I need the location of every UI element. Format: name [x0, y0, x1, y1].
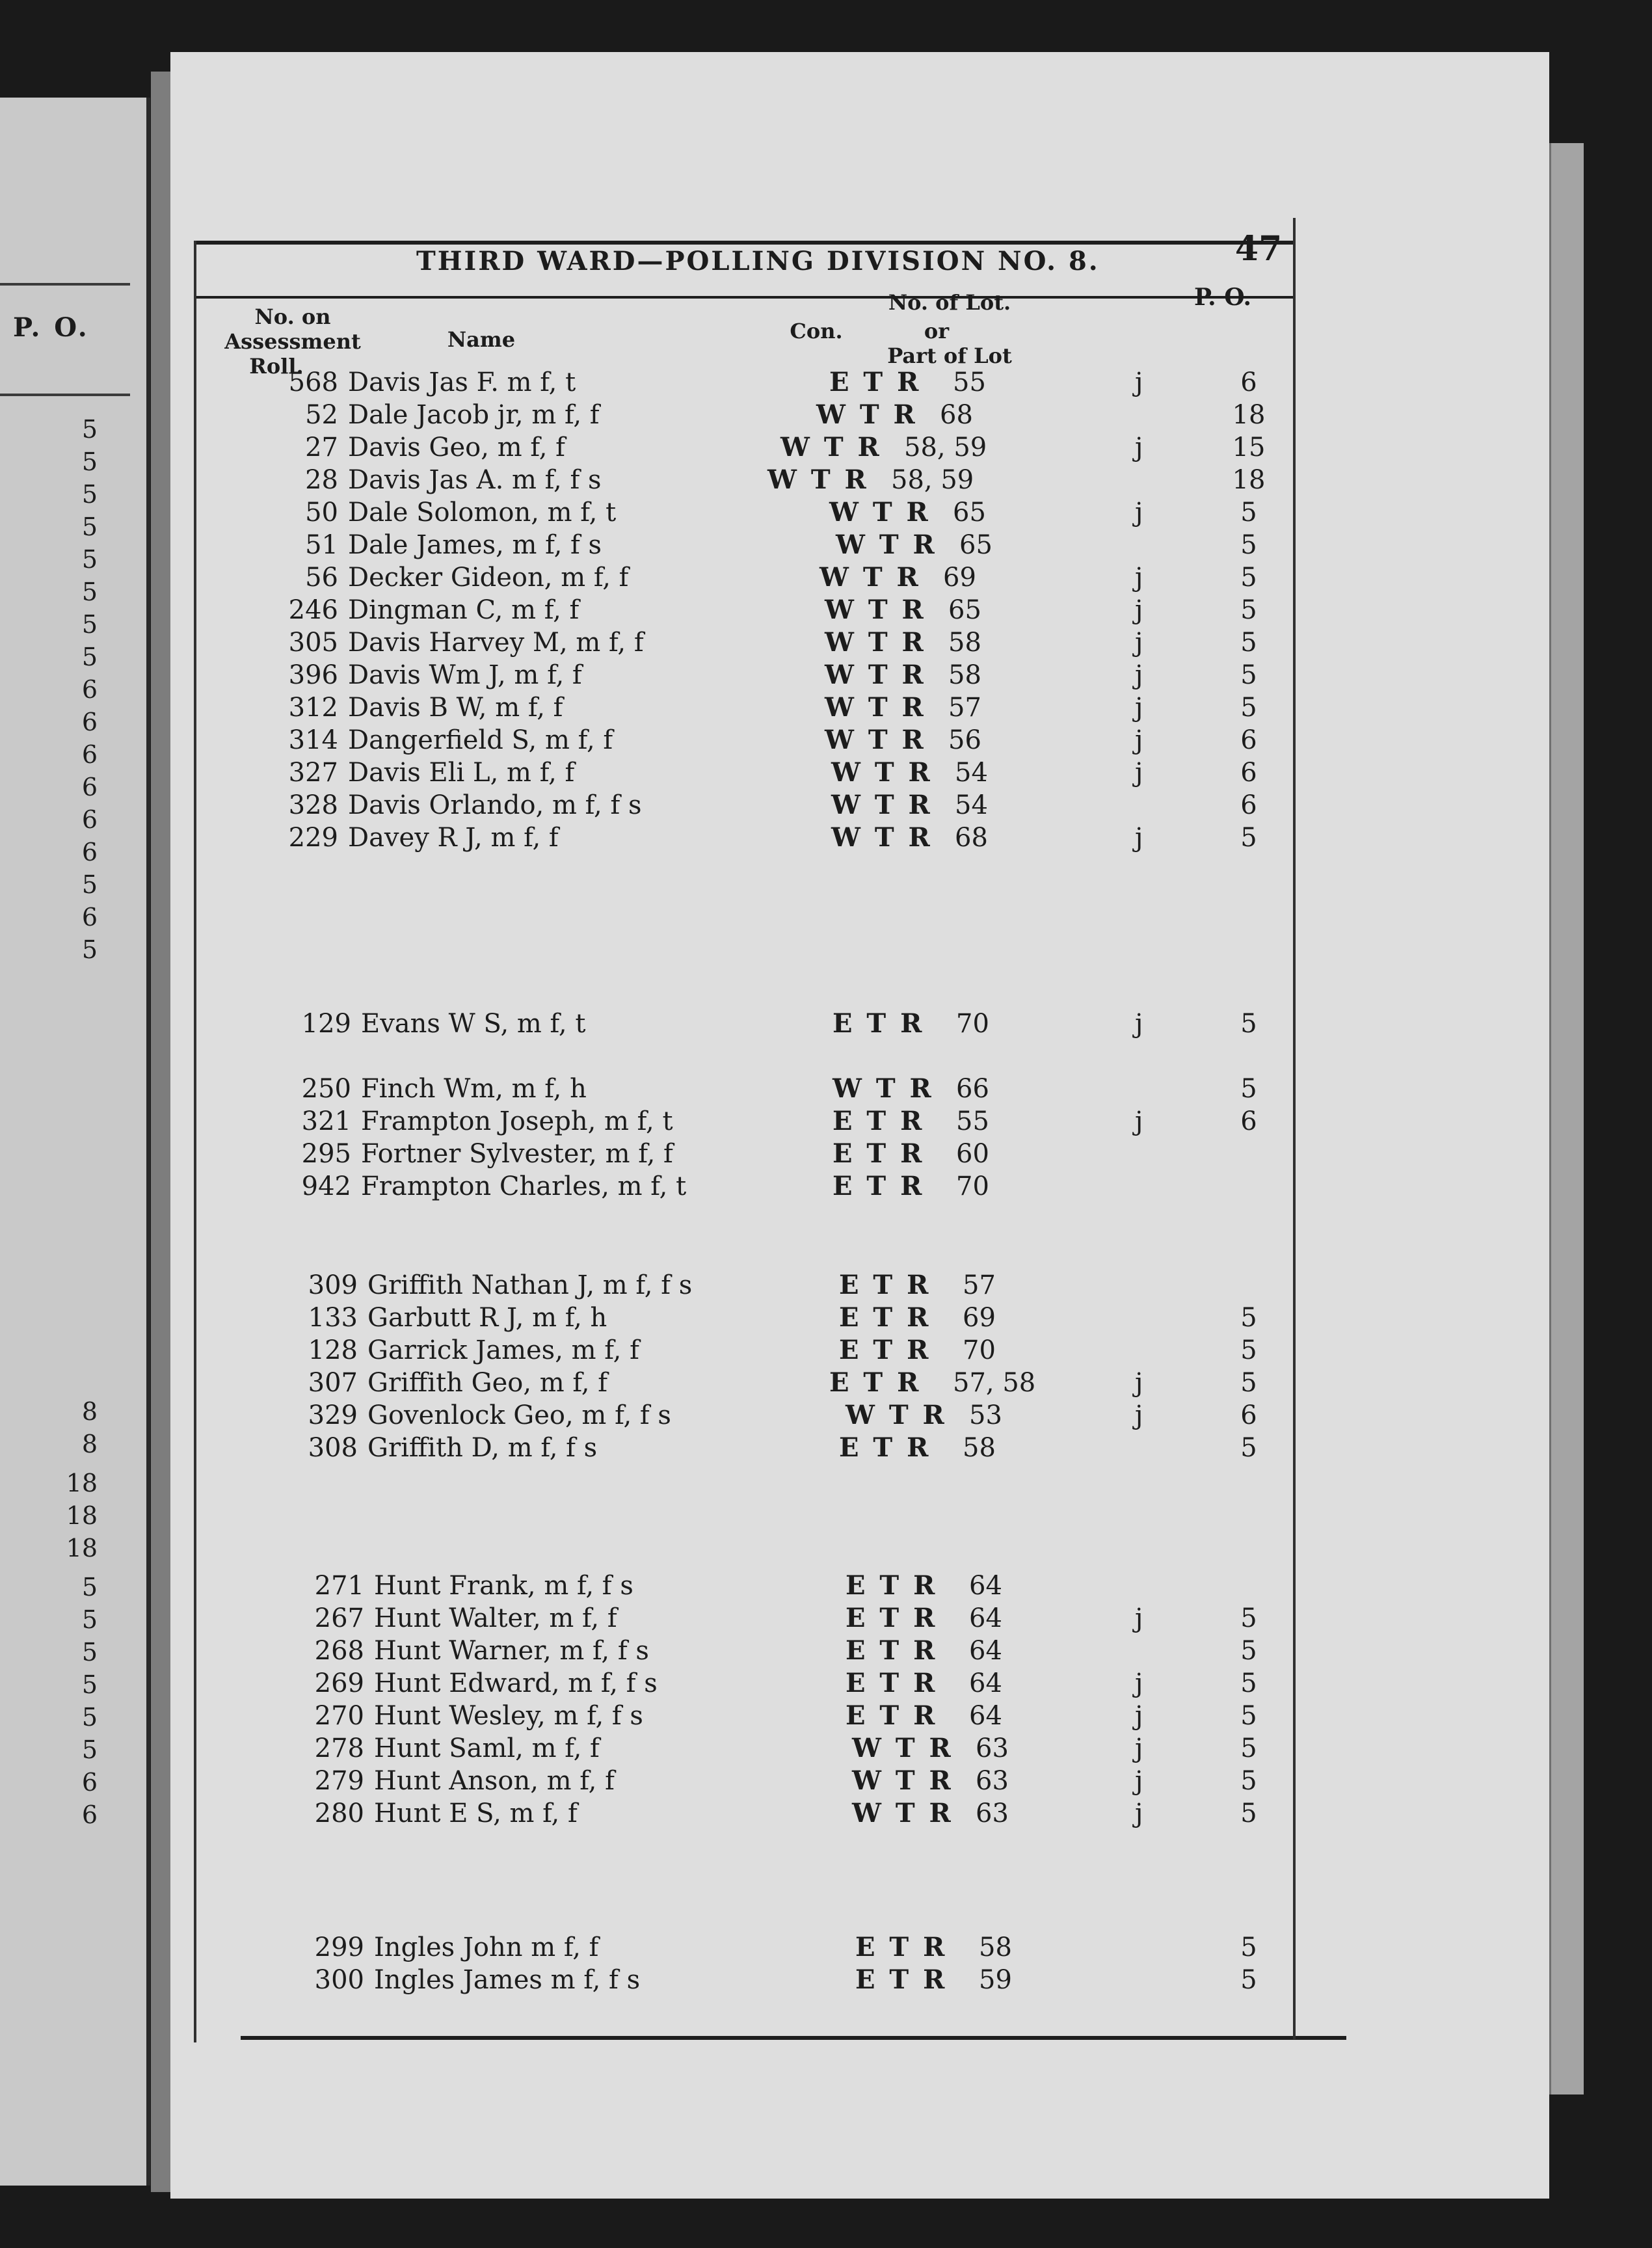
post-office: 18: [1232, 400, 1266, 430]
table-row: [0, 1431, 1652, 1465]
elector-name: Davis Wm J, m f, f: [348, 660, 582, 690]
lot-number: 57: [963, 1270, 996, 1300]
roll-number: 246: [288, 595, 338, 625]
juror-mark: j: [1135, 628, 1143, 658]
concession: W T R: [833, 1073, 934, 1104]
roll-number: 327: [288, 758, 338, 788]
header-po: P. O.: [1194, 284, 1251, 311]
header-lot-line2: or: [924, 319, 950, 343]
table-row: [0, 1072, 1652, 1106]
roll-number: 269: [314, 1668, 364, 1698]
table-row: [0, 1301, 1652, 1335]
roll-number: 268: [314, 1636, 364, 1666]
lot-number: 64: [969, 1668, 1002, 1698]
left-page-po-number: 8: [81, 1430, 98, 1458]
post-office: 5: [1240, 498, 1257, 528]
concession: E T R: [846, 1700, 938, 1731]
post-office: 5: [1240, 628, 1257, 658]
page-title: THIRD WARD—POLLING DIVISION NO. 8.: [416, 246, 1100, 276]
left-page-po-number: 5: [81, 1735, 98, 1764]
left-page-po-number: 6: [81, 805, 98, 834]
elector-name: Hunt Warner, m f, f s: [374, 1636, 649, 1666]
left-page-po-number: 6: [81, 740, 98, 769]
roll-number: 328: [288, 790, 338, 820]
roll-number: 56: [305, 563, 338, 593]
juror-mark: j: [1135, 1603, 1143, 1633]
lot-number: 64: [969, 1701, 1002, 1731]
post-office: 5: [1240, 1933, 1257, 1962]
concession: E T R: [846, 1668, 938, 1698]
table-row: [0, 463, 1652, 497]
header-con: Con.: [790, 319, 843, 343]
roll-number: 305: [288, 628, 338, 658]
lot-number: 58: [979, 1933, 1012, 1962]
concession: W T R: [825, 725, 926, 755]
roll-number: 312: [288, 693, 338, 723]
concession: W T R: [831, 822, 933, 853]
juror-mark: j: [1135, 1701, 1143, 1731]
lot-number: 63: [976, 1799, 1009, 1828]
header-lot-line1: No. of Lot.: [888, 290, 1011, 315]
lot-number: 55: [953, 368, 986, 397]
frame-header-rule: [195, 296, 1294, 299]
table-row: [0, 1398, 1652, 1432]
juror-mark: j: [1135, 725, 1143, 755]
post-office: 15: [1232, 433, 1266, 462]
post-office: 6: [1240, 758, 1257, 788]
lot-number: 54: [955, 790, 988, 820]
left-page-po-number: 5: [81, 1703, 98, 1732]
header-roll-line3: Roll.: [249, 354, 304, 379]
post-office: 5: [1240, 1636, 1257, 1666]
roll-number: 568: [288, 368, 338, 397]
roll-number: 250: [301, 1074, 351, 1104]
left-page-po-number: 6: [81, 708, 98, 736]
table-row: [0, 1170, 1652, 1203]
left-page-po-number: 5: [81, 1638, 98, 1666]
table-row: [0, 626, 1652, 660]
post-office: 6: [1240, 1400, 1257, 1430]
lot-number: 59: [979, 1965, 1012, 1995]
juror-mark: j: [1135, 823, 1143, 853]
post-office: 18: [1232, 465, 1266, 495]
roll-number: 278: [314, 1733, 364, 1763]
juror-mark: j: [1135, 1400, 1143, 1430]
juror-mark: j: [1135, 1009, 1143, 1039]
lot-number: 54: [955, 758, 988, 788]
concession: W T R: [780, 432, 882, 462]
left-page-po-number: 5: [81, 1605, 98, 1634]
elector-name: Griffith Geo, m f, f: [367, 1368, 608, 1398]
juror-mark: j: [1135, 660, 1143, 690]
concession: E T R: [846, 1570, 938, 1601]
left-page-po-number: 6: [81, 838, 98, 866]
concession: E T R: [829, 1367, 922, 1398]
concession: E T R: [839, 1270, 931, 1300]
concession: W T R: [852, 1765, 953, 1796]
concession: W T R: [767, 464, 869, 495]
lot-number: 64: [969, 1603, 1002, 1633]
roll-number: 271: [314, 1571, 364, 1601]
roll-number: 50: [305, 498, 338, 528]
frame-bottom-rule: [241, 2036, 1346, 2040]
frame-top-rule: [195, 241, 1294, 245]
table-row: [0, 1764, 1652, 1798]
post-office: 6: [1240, 725, 1257, 755]
concession: W T R: [852, 1733, 953, 1763]
post-office: 6: [1240, 790, 1257, 820]
table-row: [0, 756, 1652, 790]
post-office: 5: [1240, 595, 1257, 625]
table-row: [0, 1007, 1652, 1041]
table-row: [0, 431, 1652, 464]
lot-number: 65: [953, 498, 986, 528]
left-page-po-number: 5: [81, 870, 98, 899]
lot-number: 58: [948, 660, 981, 690]
table-row: [0, 1601, 1652, 1635]
table-row: [0, 1666, 1652, 1700]
juror-mark: j: [1135, 758, 1143, 788]
juror-mark: j: [1135, 1733, 1143, 1763]
juror-mark: j: [1135, 563, 1143, 593]
elector-name: Govenlock Geo, m f, f s: [367, 1400, 671, 1430]
roll-number: 314: [288, 725, 338, 755]
post-office: 5: [1240, 1965, 1257, 1995]
elector-name: Davis Geo, m f, f: [348, 433, 565, 462]
post-office: 5: [1240, 1766, 1257, 1796]
elector-name: Hunt Walter, m f, f: [374, 1603, 617, 1633]
lot-number: 69: [943, 563, 976, 593]
post-office: 5: [1240, 530, 1257, 560]
concession: W T R: [825, 660, 926, 690]
table-row: [0, 1634, 1652, 1668]
lot-number: 70: [956, 1009, 989, 1039]
left-page-po-number: 5: [81, 480, 98, 509]
elector-name: Hunt Frank, m f, f s: [374, 1571, 633, 1601]
left-page-po-number: 5: [81, 1573, 98, 1601]
left-page-po-number: 5: [81, 545, 98, 574]
juror-mark: j: [1135, 368, 1143, 397]
lot-number: 70: [956, 1171, 989, 1201]
concession: W T R: [829, 497, 931, 528]
left-page-po-number: 5: [81, 415, 98, 444]
left-page-po-number: 5: [81, 610, 98, 639]
roll-number: 309: [308, 1270, 358, 1300]
elector-name: Dangerfield S, m f, f: [348, 725, 613, 755]
elector-name: Davis Orlando, m f, f s: [348, 790, 642, 820]
lot-number: 66: [956, 1074, 989, 1104]
table-row: [0, 1333, 1652, 1367]
lot-number: 53: [969, 1400, 1002, 1430]
elector-name: Hunt Saml, m f, f: [374, 1733, 600, 1763]
elector-name: Hunt Edward, m f, f s: [374, 1668, 658, 1698]
header-name: Name: [447, 327, 516, 352]
elector-name: Garrick James, m f, f: [367, 1335, 639, 1365]
juror-mark: j: [1135, 595, 1143, 625]
elector-name: Frampton Joseph, m f, t: [361, 1106, 673, 1136]
juror-mark: j: [1135, 1668, 1143, 1698]
elector-name: Garbutt R J, m f, h: [367, 1303, 607, 1333]
roll-number: 396: [288, 660, 338, 690]
juror-mark: j: [1135, 1799, 1143, 1828]
roll-number: 299: [314, 1933, 364, 1962]
lot-number: 58, 59: [891, 465, 974, 495]
post-office: 6: [1240, 368, 1257, 397]
elector-name: Davis B W, m f, f: [348, 693, 563, 723]
lot-number: 69: [963, 1303, 996, 1333]
elector-name: Griffith Nathan J, m f, f s: [367, 1270, 693, 1300]
concession: E T R: [833, 1138, 925, 1169]
juror-mark: j: [1135, 1106, 1143, 1136]
concession: E T R: [839, 1335, 931, 1365]
concession: W T R: [816, 399, 918, 430]
roll-number: 51: [305, 530, 338, 560]
elector-name: Dale James, m f, f s: [348, 530, 602, 560]
table-row: [0, 691, 1652, 725]
roll-number: 279: [314, 1766, 364, 1796]
lot-number: 64: [969, 1636, 1002, 1666]
header-roll-line2: Assessment: [224, 329, 361, 354]
post-office: 5: [1240, 693, 1257, 723]
left-page-po-number: 6: [81, 903, 98, 931]
table-row: [0, 1366, 1652, 1400]
elector-name: Decker Gideon, m f, f: [348, 563, 629, 593]
roll-number: 129: [301, 1009, 351, 1039]
post-office: 5: [1240, 1668, 1257, 1698]
concession: E T R: [846, 1635, 938, 1666]
elector-name: Ingles John m f, f: [374, 1933, 599, 1962]
left-page-po-number: 18: [66, 1534, 98, 1562]
lot-number: 57: [948, 693, 981, 723]
concession: E T R: [829, 367, 922, 397]
concession: E T R: [833, 1008, 925, 1039]
elector-name: Davis Harvey M, m f, f: [348, 628, 644, 658]
header-lot-line3: Part of Lot: [887, 343, 1012, 368]
table-row: [0, 1797, 1652, 1830]
post-office: 5: [1240, 1368, 1257, 1398]
table-row: [0, 821, 1652, 855]
elector-name: Davis Jas F. m f, t: [348, 368, 576, 397]
lot-number: 63: [976, 1766, 1009, 1796]
left-page-po-number: 5: [81, 448, 98, 476]
concession: W T R: [825, 595, 926, 625]
post-office: 5: [1240, 823, 1257, 853]
elector-name: Evans W S, m f, t: [361, 1009, 586, 1039]
concession: W T R: [852, 1798, 953, 1828]
concession: W T R: [836, 529, 937, 560]
lot-number: 64: [969, 1571, 1002, 1601]
left-page-po-number: 5: [81, 1670, 98, 1699]
left-page-po-header: P. O.: [13, 312, 90, 343]
elector-name: Ingles James m f, f s: [374, 1965, 641, 1995]
lot-number: 63: [976, 1733, 1009, 1763]
header-roll-line1: No. on: [254, 304, 331, 329]
elector-name: Dale Solomon, m f, t: [348, 498, 617, 528]
post-office: 5: [1240, 1009, 1257, 1039]
roll-number: 28: [305, 465, 338, 495]
left-page-rule: [0, 283, 130, 286]
elector-name: Hunt Anson, m f, f: [374, 1766, 615, 1796]
table-row: [0, 366, 1652, 399]
lot-number: 68: [940, 400, 973, 430]
roll-number: 267: [314, 1603, 364, 1633]
roll-number: 52: [305, 400, 338, 430]
table-row: [0, 1268, 1652, 1302]
table-row: [0, 1699, 1652, 1733]
post-office: 5: [1240, 563, 1257, 593]
post-office: 5: [1240, 1433, 1257, 1463]
elector-name: Finch Wm, m f, h: [361, 1074, 587, 1104]
concession: E T R: [839, 1432, 931, 1463]
concession: W T R: [831, 757, 933, 788]
juror-mark: j: [1135, 433, 1143, 462]
post-office: 5: [1240, 1799, 1257, 1828]
roll-number: 295: [301, 1139, 351, 1169]
juror-mark: j: [1135, 1766, 1143, 1796]
table-row: [0, 1104, 1652, 1138]
roll-number: 229: [288, 823, 338, 853]
lot-number: 70: [963, 1335, 996, 1365]
concession: W T R: [831, 790, 933, 820]
juror-mark: j: [1135, 498, 1143, 528]
table-row: [0, 561, 1652, 595]
roll-number: 308: [308, 1433, 358, 1463]
lot-number: 58, 59: [904, 433, 987, 462]
roll-number: 128: [308, 1335, 358, 1365]
concession: E T R: [833, 1171, 925, 1201]
concession: W T R: [846, 1400, 947, 1430]
lot-number: 68: [955, 823, 988, 853]
left-page-po-number: 5: [81, 578, 98, 606]
post-office: 5: [1240, 1733, 1257, 1763]
left-page-po-number: 8: [81, 1397, 98, 1426]
roll-number: 280: [314, 1799, 364, 1828]
lot-number: 65: [948, 595, 981, 625]
concession: E T R: [855, 1932, 948, 1962]
table-row: [0, 496, 1652, 529]
juror-mark: j: [1135, 1368, 1143, 1398]
elector-name: Hunt E S, m f, f: [374, 1799, 578, 1828]
table-row: [0, 658, 1652, 692]
elector-name: Fortner Sylvester, m f, f: [361, 1139, 673, 1169]
lot-number: 57, 58: [953, 1368, 1036, 1398]
left-page-po-number: 5: [81, 643, 98, 671]
left-page-po-number: 18: [66, 1501, 98, 1530]
elector-name: Frampton Charles, m f, t: [361, 1171, 687, 1201]
left-page-po-number: 6: [81, 773, 98, 801]
post-office: 6: [1240, 1106, 1257, 1136]
post-office: 5: [1240, 1074, 1257, 1104]
table-row: [0, 398, 1652, 432]
roll-number: 133: [308, 1303, 358, 1333]
elector-name: Dale Jacob jr, m f, f: [348, 400, 600, 430]
concession: W T R: [819, 562, 921, 593]
elector-name: Davis Jas A. m f, f s: [348, 465, 602, 495]
roll-number: 321: [301, 1106, 351, 1136]
lot-number: 58: [963, 1433, 996, 1463]
concession: E T R: [855, 1964, 948, 1995]
table-row: [0, 1732, 1652, 1765]
lot-number: 65: [959, 530, 993, 560]
elector-name: Davis Eli L, m f, f: [348, 758, 575, 788]
elector-name: Hunt Wesley, m f, f s: [374, 1701, 643, 1731]
lot-number: 60: [956, 1139, 989, 1169]
table-row: [0, 528, 1652, 562]
lot-number: 55: [956, 1106, 989, 1136]
roll-number: 307: [308, 1368, 358, 1398]
table-row: [0, 788, 1652, 822]
juror-mark: j: [1135, 693, 1143, 723]
concession: E T R: [846, 1603, 938, 1633]
elector-name: Dingman C, m f, f: [348, 595, 580, 625]
left-page-po-number: 6: [81, 1768, 98, 1797]
left-page-po-number: 18: [66, 1469, 98, 1497]
elector-name: Davey R J, m f, f: [348, 823, 559, 853]
table-row: [0, 1137, 1652, 1171]
lot-number: 58: [948, 628, 981, 658]
roll-number: 942: [301, 1171, 351, 1201]
concession: W T R: [825, 627, 926, 658]
table-row: [0, 1569, 1652, 1603]
table-row: [0, 1931, 1652, 1964]
post-office: 5: [1240, 1303, 1257, 1333]
roll-number: 300: [314, 1965, 364, 1995]
table-row: [0, 723, 1652, 757]
post-office: 5: [1240, 1701, 1257, 1731]
elector-name: Griffith D, m f, f s: [367, 1433, 598, 1463]
concession: E T R: [839, 1302, 931, 1333]
concession: W T R: [825, 692, 926, 723]
table-row: [0, 593, 1652, 627]
post-office: 5: [1240, 1335, 1257, 1365]
roll-number: 27: [305, 433, 338, 462]
left-page-po-number: 5: [81, 935, 98, 964]
roll-number: 329: [308, 1400, 358, 1430]
post-office: 5: [1240, 660, 1257, 690]
roll-number: 270: [314, 1701, 364, 1731]
table-row: [0, 1963, 1652, 1997]
post-office: 5: [1240, 1603, 1257, 1633]
left-page-po-number: 6: [81, 1800, 98, 1829]
lot-number: 56: [948, 725, 981, 755]
left-page-po-number: 6: [81, 675, 98, 704]
concession: E T R: [833, 1106, 925, 1136]
left-page-po-number: 5: [81, 513, 98, 541]
page-number: 47: [1234, 229, 1283, 269]
